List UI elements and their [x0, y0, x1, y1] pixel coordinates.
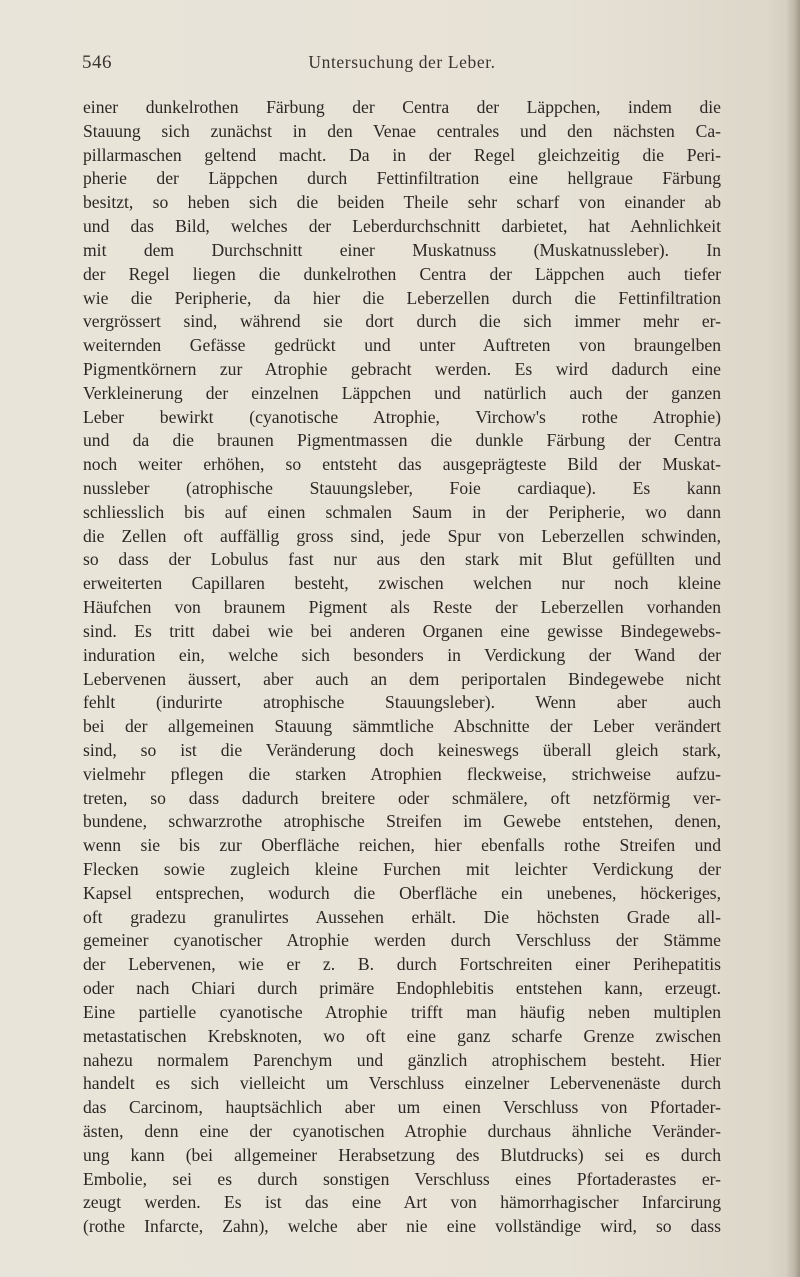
page-number: 546: [82, 52, 112, 73]
text-line: mit dem Durchschnitt einer Muskatnuss (Muskatnussleber). In: [83, 239, 721, 260]
text-line: Flecken sowie zugleich kleine Furchen mit leichter Verdickung der: [83, 859, 721, 879]
text-line: treten, so dass dadurch breitere oder schmälere, oft netzförmig ver-: [83, 787, 721, 808]
text-line: ästen, denn eine der cyanotischen Atrophie durchaus ähnliche Veränder-: [83, 1120, 721, 1141]
text-line: sind, so ist die Veränderung doch keineswegs überall gleich stark,: [83, 739, 721, 760]
text-line: oft gradezu granulirtes Aussehen erhält. Die höchsten Grade all-: [83, 906, 721, 927]
text-line: gemeiner cyanotischer Atrophie werden durch Verschluss der Stämme: [83, 930, 721, 951]
text-line: oder nach Chiari durch primäre Endophlebitis entstehen kann, erzeugt.: [83, 978, 721, 999]
text-line: fehlt (indurirte atrophische Stauungsleber). Wenn aber auch: [83, 692, 721, 713]
text-line: noch weiter erhöhen, so entsteht das ausgeprägteste Bild der Muskat-: [83, 454, 721, 475]
text-line: zeugt werden. Es ist das eine Art von hämorrhagischer Infarcirung: [83, 1192, 721, 1213]
text-line: Lebervenen äussert, aber auch an dem periportalen Bindegewebe nicht: [83, 668, 721, 689]
text-line: induration ein, welche sich besonders in Verdickung der Wand der: [83, 644, 721, 665]
text-line: besitzt, so heben sich die beiden Theile sehr scharf von einander ab: [83, 192, 721, 213]
text-line: Häufchen von braunem Pigment als Reste der Leberzellen vorhanden: [83, 597, 721, 618]
text-line: erweiterten Capillaren besteht, zwischen welchen nur noch kleine: [83, 573, 721, 594]
text-line: metastatischen Krebsknoten, wo oft eine ganz scharfe Grenze zwischen: [83, 1025, 721, 1046]
page-header: [82, 52, 722, 78]
text-line: vergrössert sind, während sie dort durch die sich immer mehr er-: [83, 311, 721, 332]
text-line: der Lebervenen, wie er z. B. durch Fortschreiten einer Perihepatitis: [83, 954, 721, 975]
text-line: und da die braunen Pigmentmassen die dunkle Färbung der Centra: [83, 430, 721, 451]
text-line: Eine partielle cyanotische Atrophie trifft man häufig neben multiplen: [83, 1001, 721, 1022]
text-line: weiternden Gefässe gedrückt und unter Auftreten von braungelben: [83, 335, 721, 356]
text-line: Leber bewirkt (cyanotische Atrophie, Virchow's rothe Atrophie): [83, 406, 721, 427]
text-line: Verkleinerung der einzelnen Läppchen und natürlich auch der ganzen: [83, 382, 721, 403]
text-line: schliesslich bis auf einen schmalen Saum in der Peripherie, wo dann: [83, 501, 721, 522]
body-text: [83, 96, 721, 1239]
text-line: Stauung sich zunächst in den Venae centrales und den nächsten Ca-: [83, 120, 721, 141]
text-line: wenn sie bis zur Oberfläche reichen, hier ebenfalls rothe Streifen und: [83, 835, 721, 856]
text-line: wie die Peripherie, da hier die Leberzellen durch die Fettinfiltration: [83, 287, 721, 308]
text-line: sind. Es tritt dabei wie bei anderen Organen eine gewisse Bindegewebs-: [83, 620, 721, 641]
text-line: pherie der Läppchen durch Fettinfiltration eine hellgraue Färbung: [83, 168, 721, 189]
text-line: der Regel liegen die dunkelrothen Centra der Läppchen auch tiefer: [83, 263, 721, 284]
text-line: Kapsel entsprechen, wodurch die Oberfläche ein unebenes, höckeriges,: [83, 882, 721, 903]
text-line: handelt es sich vielleicht um Verschluss einzelner Lebervenenäste durch: [83, 1073, 721, 1094]
text-line: die Zellen oft auffällig gross sind, jede Spur von Leberzellen schwinden,: [83, 525, 721, 546]
text-line: ung kann (bei allgemeiner Herabsetzung des Blutdrucks) sei es durch: [83, 1144, 721, 1165]
text-line: und das Bild, welches der Leberdurchschnitt darbietet, hat Aehnlichkeit: [83, 216, 721, 237]
running-title: Untersuchung der Leber.: [308, 52, 496, 72]
text-line: bundene, schwarzrothe atrophische Streifen im Gewebe entstehen, denen,: [83, 811, 721, 832]
text-line: einer dunkelrothen Färbung der Centra der Läppchen, indem die: [83, 97, 721, 117]
text-line: (rothe Infarcte, Zahn), welche aber nie eine vollständige wird, so dass: [83, 1216, 721, 1237]
text-line: Pigmentkörnern zur Atrophie gebracht werden. Es wird dadurch eine: [83, 358, 721, 379]
text-line: vielmehr pflegen die starken Atrophien fleckweise, strichweise aufzu-: [83, 763, 721, 784]
text-line: nahezu normalem Parenchym und gänzlich atrophischem besteht. Hier: [83, 1049, 721, 1070]
page-edge-shadow: [786, 0, 800, 1277]
text-line: bei der allgemeinen Stauung sämmtliche Abschnitte der Leber verändert: [83, 716, 721, 737]
text-line: Embolie, sei es durch sonstigen Verschluss eines Pfortaderastes er-: [83, 1168, 721, 1189]
text-line: das Carcinom, hauptsächlich aber um einen Verschluss von Pfortader-: [83, 1097, 721, 1118]
text-line: nussleber (atrophische Stauungsleber, Foie cardiaque). Es kann: [83, 478, 721, 498]
text-line: so dass der Lobulus fast nur aus den stark mit Blut gefüllten und: [83, 549, 721, 570]
text-line: pillarmaschen geltend macht. Da in der Regel gleichzeitig die Peri-: [83, 144, 721, 165]
